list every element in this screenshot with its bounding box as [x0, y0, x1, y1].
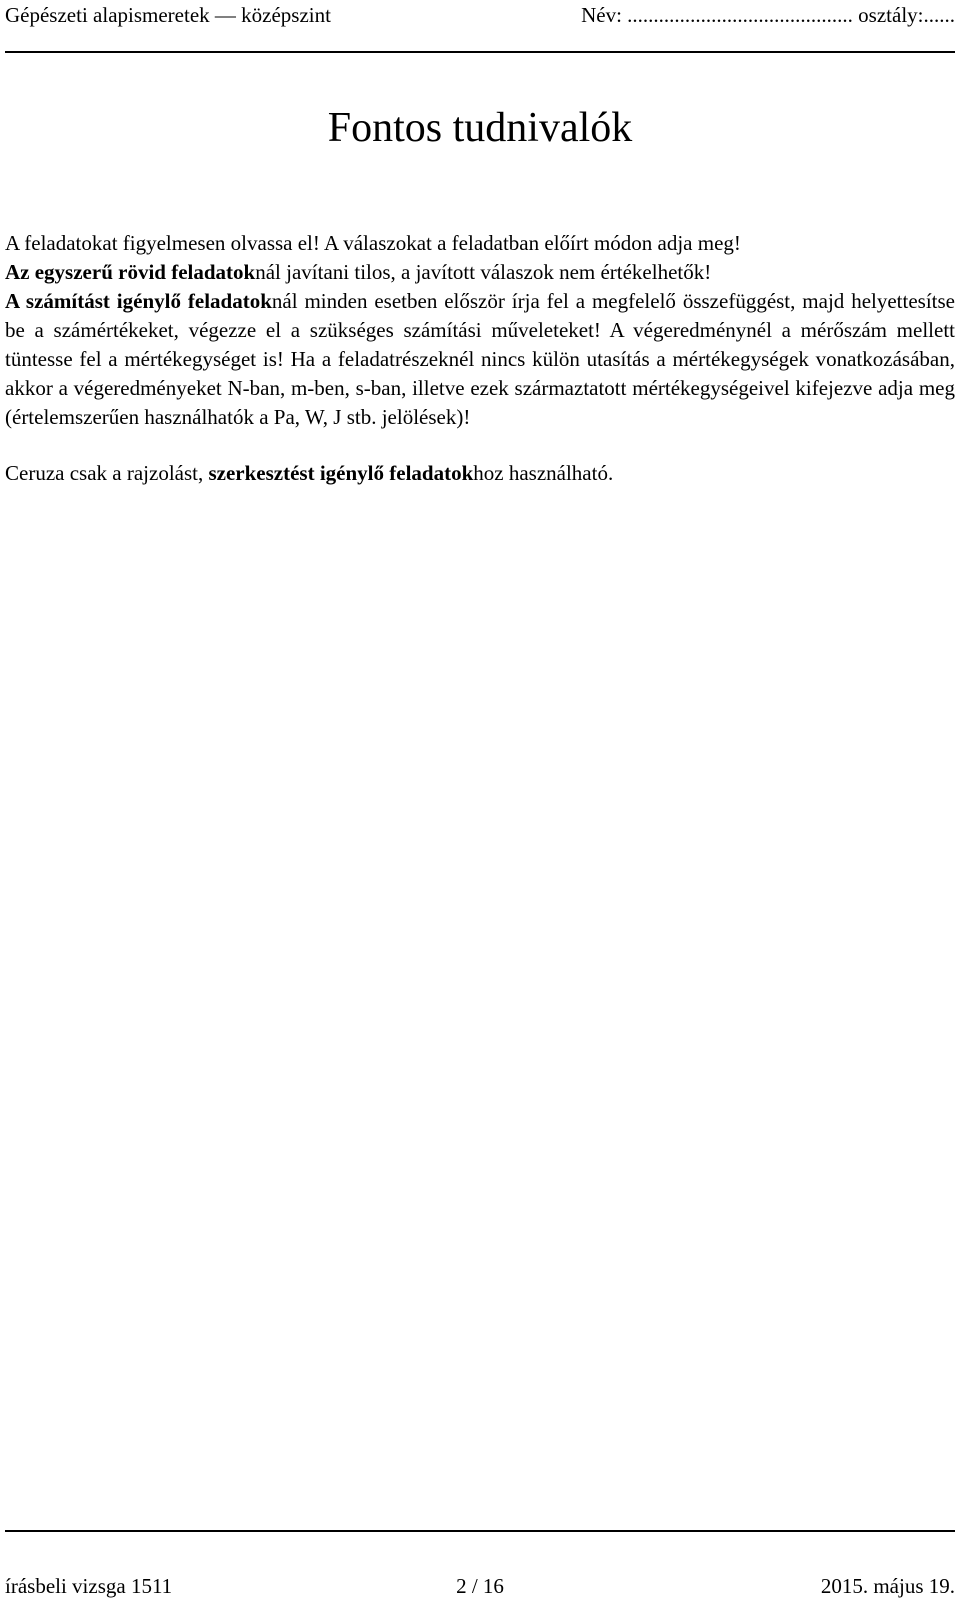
instruction-read-carefully: A feladatokat figyelmesen olvassa el! A válaszokat a feladatban előírt módon adja meg! [5, 231, 741, 255]
pencil-paragraph [5, 459, 955, 488]
page-header [5, 0, 955, 53]
instructions-body [5, 229, 955, 488]
pencil-pre: Ceruza csak a rajzolást, [5, 461, 209, 485]
footer-date: 2015. május 19. [820, 1574, 955, 1598]
header-name-class-field: Név: ........................................... osztály:...... [581, 3, 955, 27]
instruction-calc-tasks-bold: A számítást igénylő feladatok [5, 289, 272, 313]
pencil-post: hoz használható. [473, 461, 614, 485]
header-subject: Gépészeti alapismeretek — középszint [5, 3, 331, 27]
footer-exam-id: írásbeli vizsga 1511 [5, 1574, 173, 1598]
instructions-paragraph [5, 229, 955, 432]
instruction-calc-tasks-rest: nál minden esetben először írja fel a megfelelő összefüggést, majd helyettesítse be a számértékeket, végezze el a szükséges számítási műveleteket! A végeredménynél a mérőszám mellett tüntesse fel a mértékegységet is! Ha a feladatrészeknél nincs külön utasítás a mértékegységek vonatkozásában, akkor a végeredményeket N-ban, m-ben, s-ban, illetve ezek származtatott mértékegységeivel kifejezve adja meg (értelemszerűen használhatók a Pa, W, J stb. jelölések)! [5, 289, 956, 429]
instruction-short-tasks-bold: Az egyszerű rövid feladatok [5, 260, 256, 284]
pencil-bold: szerkesztést igénylő feladatok [208, 461, 474, 485]
page-title: Fontos tudnivalók [327, 105, 633, 151]
page-footer [5, 1530, 955, 1598]
instruction-short-tasks-rest: nál javítani tilos, a javított válaszok nem értékelhetők! [255, 260, 712, 284]
footer-page-number: 2 / 16 [456, 1574, 504, 1598]
